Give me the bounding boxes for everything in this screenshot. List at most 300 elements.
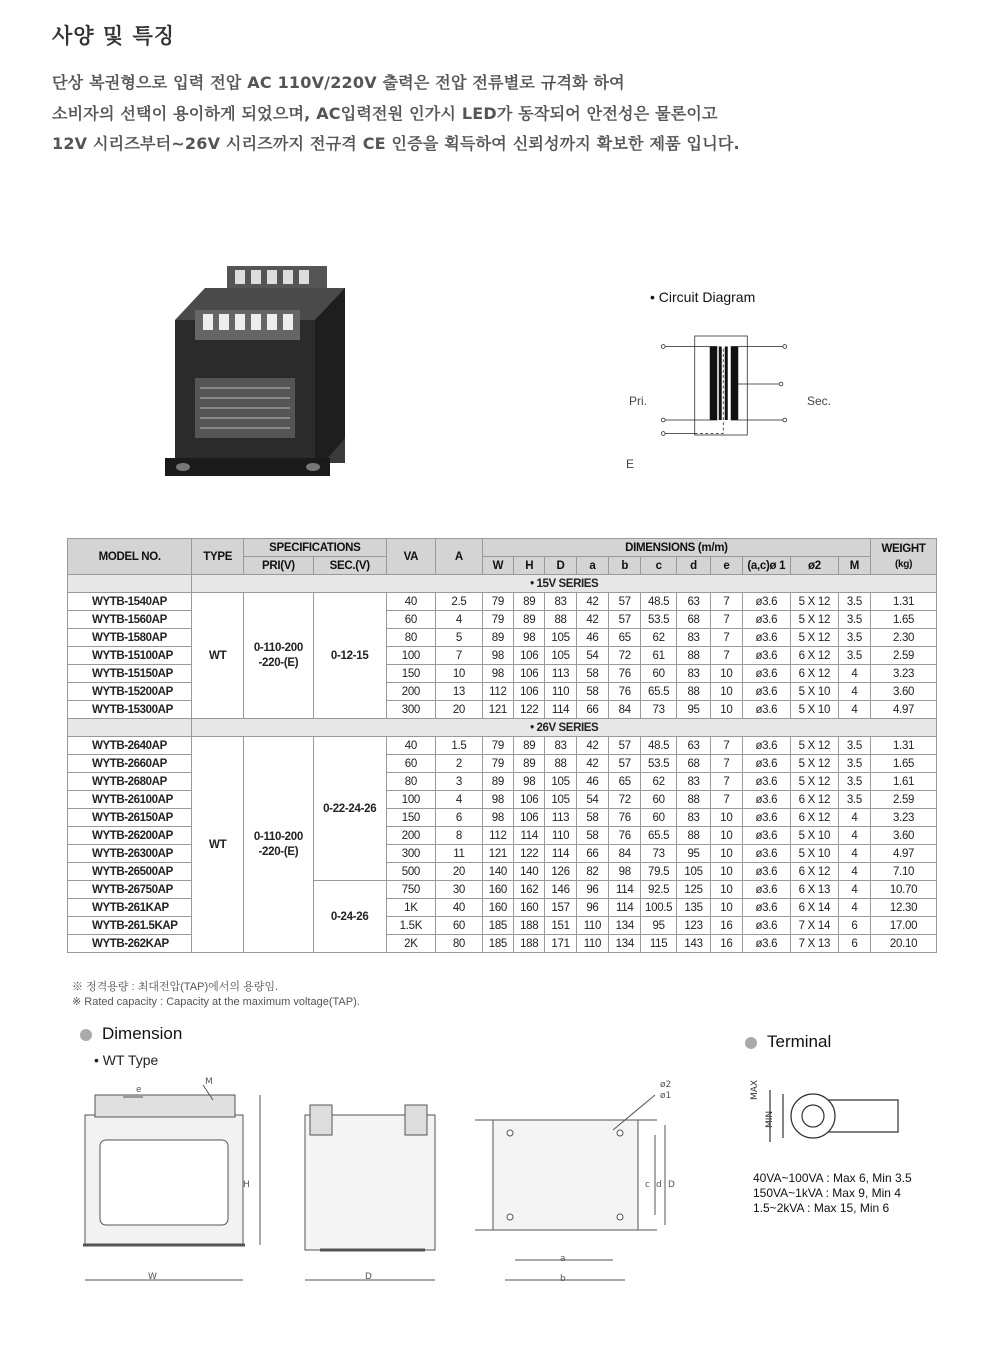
value-cell: 98: [482, 791, 513, 809]
dim-label-m: M: [205, 1077, 213, 1087]
value-cell: 82: [576, 863, 608, 881]
header-dimensions: DIMENSIONS (m/m): [482, 539, 870, 557]
value-cell: 66: [576, 845, 608, 863]
value-cell: 100: [386, 791, 436, 809]
value-cell: 83: [676, 665, 710, 683]
dim-label-d: d: [656, 1180, 662, 1190]
value-cell: 143: [676, 935, 710, 953]
pri-line-1: 0-110-200: [253, 830, 303, 843]
value-cell: 46: [576, 773, 608, 791]
value-cell: 112: [482, 827, 513, 845]
weight-cell: 1.65: [871, 755, 937, 773]
value-cell: 4: [838, 827, 870, 845]
value-cell: 121: [482, 845, 513, 863]
type-cell: WT: [192, 593, 244, 719]
value-cell: 79.5: [641, 863, 676, 881]
series-label: • 15V SERIES: [192, 575, 937, 593]
value-cell: 76: [609, 665, 641, 683]
value-cell: 7 X 14: [791, 917, 839, 935]
value-cell: 89: [514, 593, 545, 611]
value-cell: 57: [609, 737, 641, 755]
weight-cell: 10.70: [871, 881, 937, 899]
value-cell: 100.5: [641, 899, 676, 917]
value-cell: 500: [386, 863, 436, 881]
value-cell: ø3.6: [742, 773, 791, 791]
value-cell: 83: [676, 773, 710, 791]
dim-label-w: W: [148, 1272, 157, 1282]
model-cell: WYTB-26750AP: [68, 881, 192, 899]
value-cell: 6 X 13: [791, 881, 839, 899]
value-cell: 6 X 14: [791, 899, 839, 917]
value-cell: 83: [545, 593, 576, 611]
value-cell: 4: [838, 809, 870, 827]
intro-line-2: 소비자의 선택이 용이하게 되었으며, AC입력전원 인가시 LED가 동작되어 안전성은 물론이고: [52, 104, 718, 123]
value-cell: 80: [436, 935, 483, 953]
value-cell: 113: [545, 665, 576, 683]
value-cell: 98: [514, 773, 545, 791]
value-cell: 106: [514, 665, 545, 683]
value-cell: ø3.6: [742, 827, 791, 845]
value-cell: 58: [576, 683, 608, 701]
header-specifications: SPECIFICATIONS: [243, 539, 386, 557]
terminal-min-label: MIN: [765, 1110, 775, 1128]
value-cell: 150: [386, 665, 436, 683]
value-cell: 10: [711, 863, 742, 881]
note-english: ※ Rated capacity : Capacity at the maximum voltage(TAP).: [72, 996, 360, 1008]
series-spacer: [68, 575, 192, 593]
value-cell: 125: [676, 881, 710, 899]
value-cell: 185: [482, 935, 513, 953]
value-cell: 95: [676, 845, 710, 863]
terminal-spec-2: 150VA~1kVA : Max 9, Min 4: [753, 1186, 901, 1200]
value-cell: 79: [482, 593, 513, 611]
value-cell: 10: [711, 809, 742, 827]
value-cell: 10: [711, 701, 742, 719]
dimension-title: Dimension: [102, 1024, 183, 1043]
value-cell: 63: [676, 593, 710, 611]
value-cell: 11: [436, 845, 483, 863]
intro-line-3: 12V 시리즈부터~26V 시리즈까지 전규격 CE 인증을 획득하여 신뢰성까지 확보한 제품 입니다.: [52, 134, 740, 153]
value-cell: 98: [609, 863, 641, 881]
value-cell: 122: [514, 701, 545, 719]
value-cell: 10: [711, 899, 742, 917]
weight-cell: 2.59: [871, 647, 937, 665]
value-cell: 5 X 12: [791, 737, 839, 755]
weight-cell: 12.30: [871, 899, 937, 917]
weight-cell: 17.00: [871, 917, 937, 935]
model-cell: WYTB-15200AP: [68, 683, 192, 701]
value-cell: 5 X 12: [791, 629, 839, 647]
value-cell: 112: [482, 683, 513, 701]
terminal-spec-3: 1.5~2kVA : Max 15, Min 6: [753, 1201, 890, 1215]
value-cell: 89: [514, 611, 545, 629]
value-cell: 5 X 12: [791, 773, 839, 791]
terminal-max-label: MAX: [750, 1079, 760, 1100]
value-cell: 7: [711, 791, 742, 809]
value-cell: 95: [641, 917, 676, 935]
value-cell: 200: [386, 683, 436, 701]
table-row: [68, 737, 937, 755]
value-cell: 40: [436, 899, 483, 917]
value-cell: 300: [386, 845, 436, 863]
value-cell: 105: [545, 791, 576, 809]
model-cell: WYTB-261KAP: [68, 899, 192, 917]
header-pri: PRI(V): [243, 557, 313, 575]
value-cell: 68: [676, 755, 710, 773]
value-cell: 48.5: [641, 593, 676, 611]
value-cell: 160: [482, 899, 513, 917]
value-cell: 2K: [386, 935, 436, 953]
value-cell: 157: [545, 899, 576, 917]
model-cell: WYTB-261.5KAP: [68, 917, 192, 935]
dim-label-e: e: [136, 1085, 142, 1095]
value-cell: 140: [482, 863, 513, 881]
model-cell: WYTB-26100AP: [68, 791, 192, 809]
table-row: [68, 593, 937, 611]
value-cell: 57: [609, 593, 641, 611]
value-cell: 65: [609, 629, 641, 647]
value-cell: 5: [436, 629, 483, 647]
value-cell: 60: [641, 791, 676, 809]
value-cell: 66: [576, 701, 608, 719]
value-cell: 105: [545, 647, 576, 665]
value-cell: 3.5: [838, 647, 870, 665]
circuit-diagram-title: • Circuit Diagram: [650, 289, 756, 305]
value-cell: 54: [576, 647, 608, 665]
value-cell: 106: [514, 683, 545, 701]
value-cell: 146: [545, 881, 576, 899]
weight-cell: 2.30: [871, 629, 937, 647]
value-cell: 123: [676, 917, 710, 935]
type-cell: WT: [192, 737, 244, 953]
header-dim-a: a: [576, 557, 608, 575]
dim-label-D: D: [668, 1180, 675, 1190]
value-cell: 5 X 10: [791, 701, 839, 719]
value-cell: 5 X 10: [791, 845, 839, 863]
weight-cell: 3.23: [871, 809, 937, 827]
value-cell: 95: [676, 701, 710, 719]
header-dim-phi1: (a,c)ø 1: [742, 557, 791, 575]
circuit-pri-label: Pri.: [629, 394, 647, 408]
note-korean: ※ 정격용량 : 최대전압(TAP)에서의 용량임.: [72, 981, 279, 993]
value-cell: ø3.6: [742, 593, 791, 611]
value-cell: 20: [436, 701, 483, 719]
header-dim-b: b: [609, 557, 641, 575]
model-cell: WYTB-26150AP: [68, 809, 192, 827]
header-weight-label: WEIGHT: [881, 542, 926, 555]
value-cell: 88: [676, 827, 710, 845]
value-cell: 63: [676, 737, 710, 755]
value-cell: ø3.6: [742, 647, 791, 665]
value-cell: 7: [711, 611, 742, 629]
header-dim-e: e: [711, 557, 742, 575]
value-cell: 6 X 12: [791, 791, 839, 809]
value-cell: 60: [436, 917, 483, 935]
model-cell: WYTB-15300AP: [68, 701, 192, 719]
value-cell: 140: [514, 863, 545, 881]
model-cell: WYTB-15150AP: [68, 665, 192, 683]
value-cell: ø3.6: [742, 701, 791, 719]
value-cell: 106: [514, 647, 545, 665]
dimension-section-title: [80, 1024, 182, 1044]
value-cell: 1.5K: [386, 917, 436, 935]
value-cell: 3.5: [838, 593, 870, 611]
value-cell: 89: [482, 773, 513, 791]
header-type: TYPE: [192, 539, 244, 575]
terminal-title: Terminal: [767, 1032, 832, 1051]
header-model: MODEL NO.: [68, 539, 192, 575]
value-cell: 106: [514, 809, 545, 827]
value-cell: 40: [386, 737, 436, 755]
value-cell: 89: [514, 737, 545, 755]
sec-cell: 0-24-26: [313, 881, 386, 953]
header-dim-d: D: [545, 557, 576, 575]
value-cell: 88: [545, 611, 576, 629]
value-cell: 80: [386, 629, 436, 647]
value-cell: 46: [576, 629, 608, 647]
series-label: • 26V SERIES: [192, 719, 937, 737]
value-cell: 96: [576, 881, 608, 899]
value-cell: 114: [609, 899, 641, 917]
value-cell: 16: [711, 917, 742, 935]
value-cell: 4: [436, 611, 483, 629]
value-cell: 65.5: [641, 683, 676, 701]
value-cell: 7: [711, 647, 742, 665]
value-cell: 160: [514, 899, 545, 917]
value-cell: 10: [711, 881, 742, 899]
value-cell: 61: [641, 647, 676, 665]
value-cell: 3.5: [838, 773, 870, 791]
value-cell: 42: [576, 593, 608, 611]
value-cell: 88: [676, 683, 710, 701]
weight-cell: 3.60: [871, 827, 937, 845]
value-cell: 4: [838, 665, 870, 683]
value-cell: 122: [514, 845, 545, 863]
value-cell: 72: [609, 647, 641, 665]
dim-label-a: a: [560, 1254, 566, 1264]
value-cell: 114: [514, 827, 545, 845]
value-cell: 7 X 13: [791, 935, 839, 953]
page-title: 사양 및 특징: [52, 24, 176, 48]
weight-cell: 3.23: [871, 665, 937, 683]
value-cell: 110: [576, 917, 608, 935]
value-cell: 100: [386, 647, 436, 665]
weight-cell: 1.65: [871, 611, 937, 629]
value-cell: 4: [436, 791, 483, 809]
dim-label-phi2: ø2: [660, 1080, 672, 1090]
value-cell: 98: [482, 647, 513, 665]
value-cell: 105: [545, 629, 576, 647]
dim-label-phi1: ø1: [660, 1091, 672, 1101]
value-cell: 114: [609, 881, 641, 899]
value-cell: ø3.6: [742, 809, 791, 827]
value-cell: 6: [838, 917, 870, 935]
circuit-sec-label: Sec.: [807, 394, 832, 408]
value-cell: ø3.6: [742, 665, 791, 683]
model-cell: WYTB-262KAP: [68, 935, 192, 953]
value-cell: 115: [641, 935, 676, 953]
value-cell: 65: [609, 773, 641, 791]
value-cell: 16: [711, 935, 742, 953]
value-cell: ø3.6: [742, 899, 791, 917]
value-cell: 84: [609, 845, 641, 863]
pri-cell: [243, 593, 313, 719]
value-cell: 62: [641, 629, 676, 647]
value-cell: ø3.6: [742, 935, 791, 953]
dim-label-d-side: D: [365, 1272, 372, 1282]
value-cell: 83: [676, 629, 710, 647]
value-cell: 79: [482, 755, 513, 773]
pri-line-2: -220-(E): [258, 845, 299, 858]
value-cell: 171: [545, 935, 576, 953]
series-row: [68, 719, 937, 737]
model-cell: WYTB-1580AP: [68, 629, 192, 647]
value-cell: 30: [436, 881, 483, 899]
value-cell: 79: [482, 611, 513, 629]
value-cell: 89: [482, 629, 513, 647]
value-cell: 65.5: [641, 827, 676, 845]
value-cell: 126: [545, 863, 576, 881]
value-cell: 57: [609, 755, 641, 773]
value-cell: 134: [609, 917, 641, 935]
model-cell: WYTB-1540AP: [68, 593, 192, 611]
model-cell: WYTB-26200AP: [68, 827, 192, 845]
value-cell: 89: [514, 755, 545, 773]
value-cell: 5 X 12: [791, 611, 839, 629]
value-cell: 40: [386, 593, 436, 611]
value-cell: 60: [641, 665, 676, 683]
value-cell: 150: [386, 809, 436, 827]
value-cell: 4: [838, 863, 870, 881]
value-cell: 60: [386, 755, 436, 773]
value-cell: ø3.6: [742, 755, 791, 773]
value-cell: 7: [711, 773, 742, 791]
value-cell: 10: [711, 827, 742, 845]
value-cell: ø3.6: [742, 917, 791, 935]
value-cell: 4: [838, 881, 870, 899]
value-cell: 53.5: [641, 755, 676, 773]
weight-cell: 2.59: [871, 791, 937, 809]
weight-cell: 1.61: [871, 773, 937, 791]
value-cell: 6: [838, 935, 870, 953]
model-cell: WYTB-1560AP: [68, 611, 192, 629]
value-cell: 7: [711, 593, 742, 611]
value-cell: 5 X 10: [791, 827, 839, 845]
weight-cell: 3.60: [871, 683, 937, 701]
value-cell: ø3.6: [742, 629, 791, 647]
value-cell: 42: [576, 611, 608, 629]
value-cell: 160: [482, 881, 513, 899]
value-cell: 83: [545, 737, 576, 755]
model-cell: WYTB-26500AP: [68, 863, 192, 881]
model-cell: WYTB-2660AP: [68, 755, 192, 773]
value-cell: 200: [386, 827, 436, 845]
value-cell: 6 X 12: [791, 647, 839, 665]
value-cell: ø3.6: [742, 683, 791, 701]
sec-cell: 0-12-15: [313, 593, 386, 719]
value-cell: 6 X 12: [791, 863, 839, 881]
header-weight-unit: (kg): [894, 558, 913, 570]
value-cell: 88: [545, 755, 576, 773]
value-cell: 6: [436, 809, 483, 827]
value-cell: 3.5: [838, 791, 870, 809]
series-row: [68, 575, 937, 593]
pri-line-1: 0-110-200: [253, 641, 303, 654]
model-cell: WYTB-15100AP: [68, 647, 192, 665]
value-cell: 58: [576, 827, 608, 845]
value-cell: 57: [609, 611, 641, 629]
value-cell: 1.5: [436, 737, 483, 755]
header-dim-h: H: [514, 557, 545, 575]
value-cell: 10: [436, 665, 483, 683]
value-cell: 79: [482, 737, 513, 755]
weight-cell: 7.10: [871, 863, 937, 881]
wt-type-label: • WT Type: [94, 1052, 159, 1068]
value-cell: 73: [641, 701, 676, 719]
value-cell: 96: [576, 899, 608, 917]
value-cell: 10: [711, 845, 742, 863]
value-cell: ø3.6: [742, 863, 791, 881]
value-cell: 60: [386, 611, 436, 629]
intro-line-1: 단상 복권형으로 입력 전압 AC 110V/220V 출력은 전압 전류별로 규격화 하여: [52, 73, 625, 92]
value-cell: 60: [641, 809, 676, 827]
value-cell: 188: [514, 935, 545, 953]
weight-cell: 20.10: [871, 935, 937, 953]
header-weight: [871, 539, 937, 575]
pri-line-2: -220-(E): [258, 656, 299, 669]
value-cell: 162: [514, 881, 545, 899]
value-cell: ø3.6: [742, 845, 791, 863]
value-cell: 110: [576, 935, 608, 953]
value-cell: 80: [386, 773, 436, 791]
value-cell: 7: [711, 755, 742, 773]
value-cell: 4: [838, 683, 870, 701]
value-cell: 10: [711, 683, 742, 701]
weight-cell: 4.97: [871, 845, 937, 863]
value-cell: 3.5: [838, 611, 870, 629]
value-cell: 6 X 12: [791, 809, 839, 827]
value-cell: ø3.6: [742, 611, 791, 629]
value-cell: 750: [386, 881, 436, 899]
value-cell: 105: [545, 773, 576, 791]
value-cell: 98: [514, 629, 545, 647]
header-a: A: [436, 539, 483, 575]
value-cell: 1K: [386, 899, 436, 917]
value-cell: 8: [436, 827, 483, 845]
bullet-icon: [745, 1037, 757, 1049]
value-cell: 92.5: [641, 881, 676, 899]
value-cell: 4: [838, 845, 870, 863]
value-cell: ø3.6: [742, 881, 791, 899]
header-sec: SEC.(V): [313, 557, 386, 575]
value-cell: 83: [676, 809, 710, 827]
series-spacer: [68, 719, 192, 737]
value-cell: 58: [576, 809, 608, 827]
model-cell: WYTB-2640AP: [68, 737, 192, 755]
value-cell: 62: [641, 773, 676, 791]
value-cell: 134: [609, 935, 641, 953]
weight-cell: 1.31: [871, 737, 937, 755]
value-cell: 151: [545, 917, 576, 935]
value-cell: 53.5: [641, 611, 676, 629]
value-cell: 2.5: [436, 593, 483, 611]
value-cell: 3.5: [838, 737, 870, 755]
spec-table: [67, 538, 937, 953]
value-cell: 42: [576, 755, 608, 773]
header-dim-m: M: [838, 557, 870, 575]
value-cell: 110: [545, 827, 576, 845]
value-cell: 72: [609, 791, 641, 809]
